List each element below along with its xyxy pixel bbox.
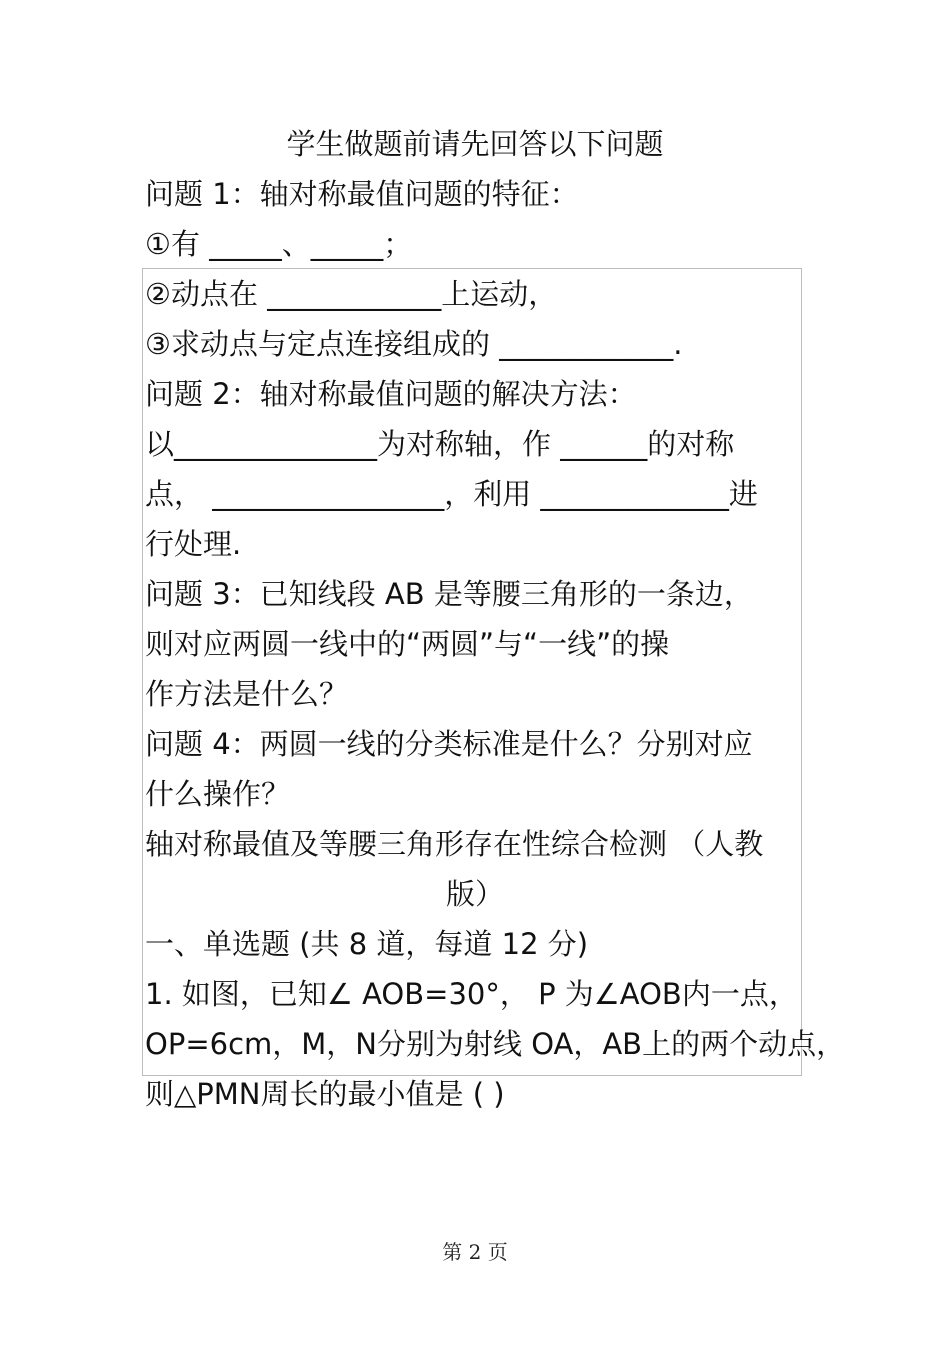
section-heading-cont: 版） <box>445 877 504 911</box>
question-2-line-3: 行处理. <box>145 527 242 561</box>
problem-1-line-2: OP=6cm，M，N分别为射线 OA，AB上的两个动点， <box>145 1027 846 1061</box>
section-heading: 轴对称最值及等腰三角形存在性综合检测 （人教 <box>145 827 764 861</box>
question-4-line-1: 问题 4：两圆一线的分类标准是什么？分别对应 <box>145 727 753 761</box>
single-choice-heading: 一、单选题 (共 8 道，每道 12 分) <box>145 927 589 961</box>
question-1-item-1: ①有 _____、_____； <box>145 227 413 261</box>
question-4-line-2: 什么操作？ <box>145 777 291 811</box>
question-2-line-2: 点， ________________，利用 _____________进 <box>145 477 758 511</box>
problem-1-line-3: 则△PMN周长的最小值是 ( ) <box>145 1077 505 1111</box>
question-2-heading: 问题 2：轴对称最值问题的解决方法： <box>145 377 637 411</box>
page-title: 学生做题前请先回答以下问题 <box>286 127 664 161</box>
question-3-line-3: 作方法是什么？ <box>145 677 349 711</box>
problem-1-line-1: 1. 如图，已知∠ AOB=30°， P 为∠AOB内一点， <box>145 977 798 1011</box>
question-3-line-2: 则对应两圆一线中的“两圆”与“一线”的操 <box>145 627 670 661</box>
question-1-heading: 问题 1：轴对称最值问题的特征： <box>145 177 579 211</box>
question-1-item-2: ②动点在 ____________上运动， <box>145 277 558 311</box>
question-2-line-1: 以______________为对称轴，作 ______的对称 <box>145 427 735 461</box>
page-number: 第 2 页 <box>442 1240 508 1264</box>
question-3-line-1: 问题 3：已知线段 AB 是等腰三角形的一条边， <box>145 577 753 611</box>
question-1-item-3: ③求动点与定点连接组成的 ____________. <box>145 327 683 361</box>
